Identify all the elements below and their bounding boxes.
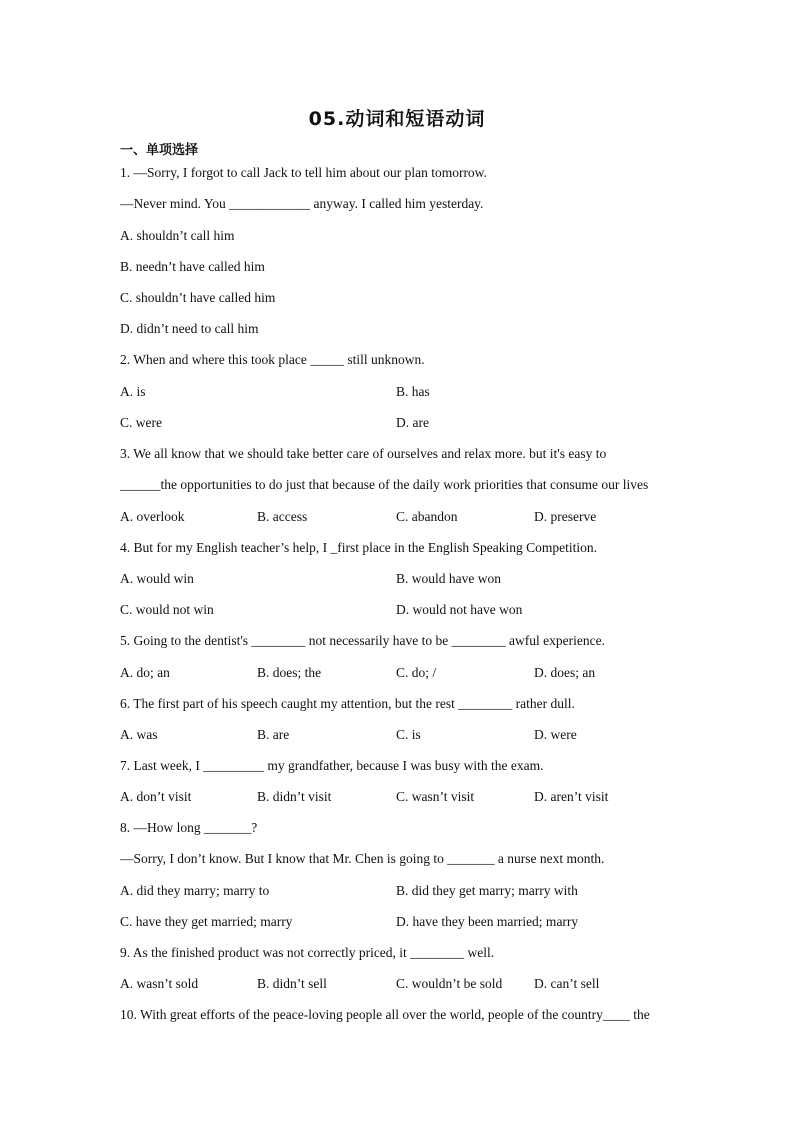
question-2-option-d: D. are — [396, 415, 429, 430]
question-4-option-b: B. would have won — [396, 571, 501, 586]
question-6-option-b: B. are — [257, 727, 290, 742]
question-3-option-b: B. access — [257, 509, 308, 524]
question-8-option-b: B. did they get marry; marry with — [396, 883, 578, 898]
question-5-option-a: A. do; an — [120, 665, 170, 680]
question-5-option-c: C. do; / — [396, 665, 437, 680]
question-9-option-d: D. can’t sell — [534, 976, 600, 991]
question-3-stem: 3. We all know that we should take better care of ourselves and relax more. but it's easy to — [120, 446, 607, 461]
question-3-option-d: D. preserve — [534, 509, 597, 524]
question-7-option-a: A. don’t visit — [120, 789, 192, 804]
section-heading: 一、单项选择 — [120, 143, 199, 158]
question-7-option-b: B. didn’t visit — [257, 789, 332, 804]
question-3-option-c: C. abandon — [396, 509, 458, 524]
question-1-option-d: D. didn’t need to call him — [120, 321, 259, 336]
question-5-option-b: B. does; the — [257, 665, 322, 680]
question-2-option-a: A. is — [120, 384, 146, 399]
question-1-option-a: A. shouldn’t call him — [120, 228, 235, 243]
question-7-option-c: C. wasn’t visit — [396, 789, 475, 804]
question-3-stem-2: ______the opportunities to do just that because of the daily work priorities that consume our lives — [120, 477, 649, 492]
question-5-option-d: D. does; an — [534, 665, 596, 680]
question-9-option-a: A. wasn’t sold — [120, 976, 199, 991]
question-7-option-d: D. aren’t visit — [534, 789, 609, 804]
question-1-stem-2: —Never mind. You ____________ anyway. I called him yesterday. — [120, 196, 484, 211]
question-8-option-c: C. have they get married; marry — [120, 914, 293, 929]
question-2-stem: 2. When and where this took place _____ still unknown. — [120, 352, 425, 367]
question-1-stem: 1. —Sorry, I forgot to call Jack to tell him about our plan tomorrow. — [120, 165, 487, 180]
question-1-option-b: B. needn’t have called him — [120, 259, 265, 274]
question-4-option-a: A. would win — [120, 571, 194, 586]
question-2-option-c: C. were — [120, 415, 162, 430]
page-title: 05.动词和短语动词 — [308, 108, 486, 130]
question-4-stem: 4. But for my English teacher’s help, I _first place in the English Speaking Competition. — [120, 540, 598, 555]
question-1-option-c: C. shouldn’t have called him — [120, 290, 276, 305]
question-9-option-c: C. wouldn’t be sold — [396, 976, 503, 991]
question-10-stem: 10. With great efforts of the peace-loving people all over the world, people of the country____ the — [120, 1007, 650, 1022]
question-6-option-a: A. was — [120, 727, 158, 742]
question-5-stem: 5. Going to the dentist's ________ not necessarily have to be ________ awful experience. — [120, 633, 605, 648]
question-3-option-a: A. overlook — [120, 509, 185, 524]
question-8-option-d: D. have they been married; marry — [396, 914, 579, 929]
question-6-stem: 6. The first part of his speech caught my attention, but the rest ________ rather dull. — [120, 696, 575, 711]
question-6-option-c: C. is — [396, 727, 421, 742]
question-6-option-d: D. were — [534, 727, 577, 742]
question-8-stem-2: —Sorry, I don’t know. But I know that Mr. Chen is going to _______ a nurse next month. — [120, 851, 605, 866]
question-8-option-a: A. did they marry; marry to — [120, 883, 270, 898]
question-2-option-b: B. has — [396, 384, 430, 399]
question-7-stem: 7. Last week, I _________ my grandfather, because I was busy with the exam. — [120, 758, 544, 773]
question-9-option-b: B. didn’t sell — [257, 976, 327, 991]
question-4-option-d: D. would not have won — [396, 602, 523, 617]
question-4-option-c: C. would not win — [120, 602, 214, 617]
question-8-stem: 8. —How long _______? — [120, 820, 258, 835]
question-9-stem: 9. As the finished product was not correctly priced, it ________ well. — [120, 945, 495, 960]
